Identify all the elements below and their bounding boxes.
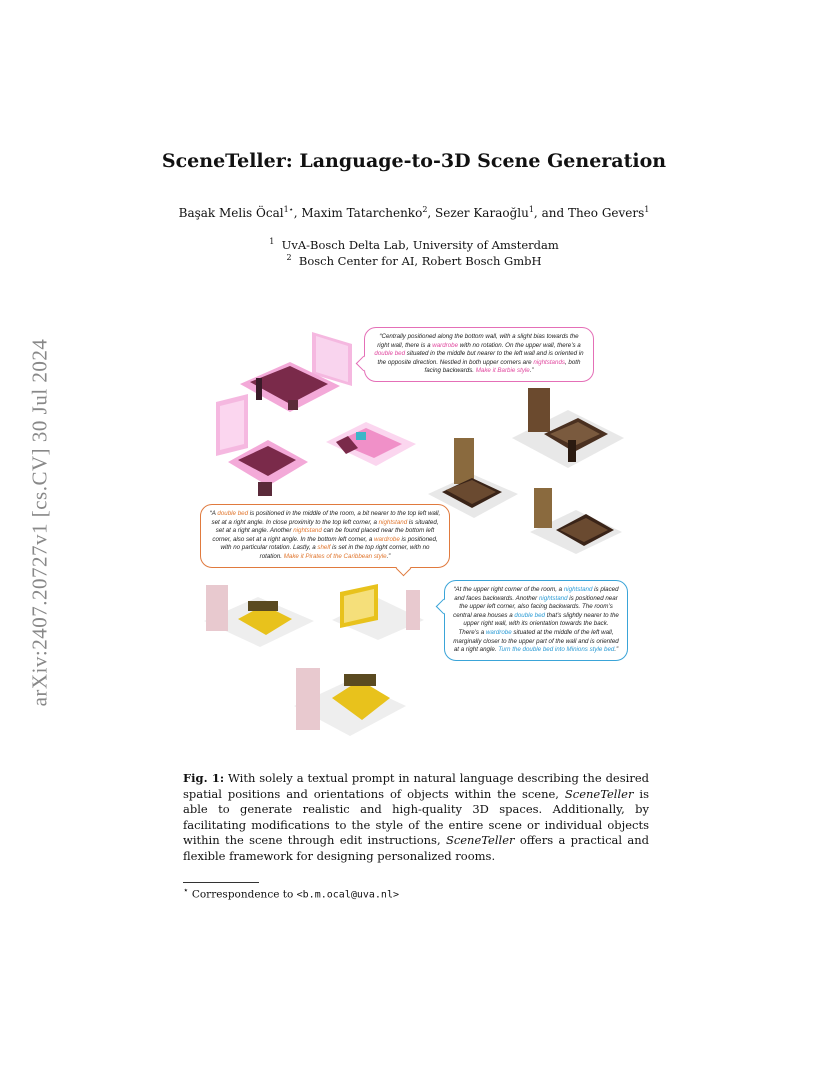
prompt-bubble-barbie: “Centrally positioned along the bottom wall, with a slight bias towards the right wall, there is a wardrobe with no rotation. On the upper wall, there’s a double bed situated in the middle but nearer to the left wall and is oriented in the opposite direction. Nestled in both upper corners are nightstands, both facing backwards. Make it Barbie style.” bbox=[364, 327, 594, 382]
prompt-bubble-pirates: “A double bed is positioned in the middle of the room, a bit nearer to the top left wall, set at a right angle. In close proximity to the top left corner, a nightstand is situated, set at a right angle. Another nightstand can be found placed near the bottom left corner, also set at a right angle. In the bottom left corner, a wardrobe is positioned, with no particular rotation. Lastly, a shelf is set in the top right corner, with no rotation. Make it Pirates of the Caribbean style.” bbox=[200, 504, 450, 568]
email-link[interactable]: <b.m.ocal@uva.nl> bbox=[296, 889, 399, 901]
author-sup: 1 bbox=[528, 205, 534, 214]
barbie-scene-2 bbox=[208, 392, 318, 502]
author-list: Başak Melis Öcal$^{1⋆}$, Maxim Tatarchenko$^2$, Sezer Karaoğlu$^1$, and Theo Gevers$^1$ bbox=[178, 205, 650, 220]
footnote: ⋆ Correspondence to <b.m.ocal@uva.nl> bbox=[183, 886, 399, 901]
barbie-scene-3 bbox=[316, 402, 426, 472]
arxiv-watermark: arXiv:2407.20727v1 [cs.CV] 30 Jul 2024 bbox=[27, 338, 52, 707]
author-sup: 1 bbox=[644, 205, 650, 214]
teaser-figure bbox=[198, 322, 630, 750]
affiliation-text: UvA-Bosch Delta Lab, University of Amsterdam bbox=[281, 237, 559, 252]
author-name: and Theo Gevers bbox=[541, 206, 645, 220]
affiliation-sup: 2 bbox=[286, 253, 292, 262]
affiliation-sup: 1 bbox=[269, 237, 275, 246]
figure-caption: Fig. 1: With solely a textual prompt in natural language describing the desired spatial positions and orientations of objects within the scene, SceneTeller is able to generate realistic and high-quality 3D spaces. Additionally, by facilitating modifications to the style of the entire scene or individual objects within the scene through edit instructions, SceneTeller offers a practical and flexible framework for designing personalized rooms. bbox=[183, 771, 649, 863]
pirates-scene-1 bbox=[508, 380, 626, 472]
minions-scene-2 bbox=[328, 580, 428, 642]
affiliation-2 bbox=[0, 253, 828, 268]
author-name: Maxim Tatarchenko bbox=[301, 206, 423, 220]
author-sup: 2 bbox=[422, 205, 428, 214]
minions-scene-1 bbox=[200, 577, 318, 649]
author-sup: 1⋆ bbox=[283, 205, 294, 214]
prompt-bubble-minions: “At the upper right corner of the room, a nightstand is placed and faces backwards. Another nightstand is positioned near the upper left corner, also facing backwards. The room’s central area houses a double bed that’s slightly nearer to the upper right wall, with its orientation towards the back. There’s a wardrobe situated at the middle of the left wall, marginally closer to the upper part of the wall and is oriented at a right angle. Turn the double bed into Minions style bed.” bbox=[444, 580, 628, 661]
paper-title: SceneTeller: Language-to-3D Scene Generation bbox=[161, 150, 667, 172]
affiliation-1 bbox=[0, 237, 828, 252]
caption-label: Fig. 1: bbox=[183, 771, 225, 785]
footnote-rule bbox=[183, 882, 259, 883]
author-name: Sezer Karaoğlu bbox=[435, 206, 529, 220]
pirates-scene-3 bbox=[526, 482, 626, 558]
minions-scene-3 bbox=[290, 644, 410, 744]
affiliation-text: Bosch Center for AI, Robert Bosch GmbH bbox=[298, 253, 542, 268]
author-name: Başak Melis Öcal bbox=[178, 206, 284, 220]
